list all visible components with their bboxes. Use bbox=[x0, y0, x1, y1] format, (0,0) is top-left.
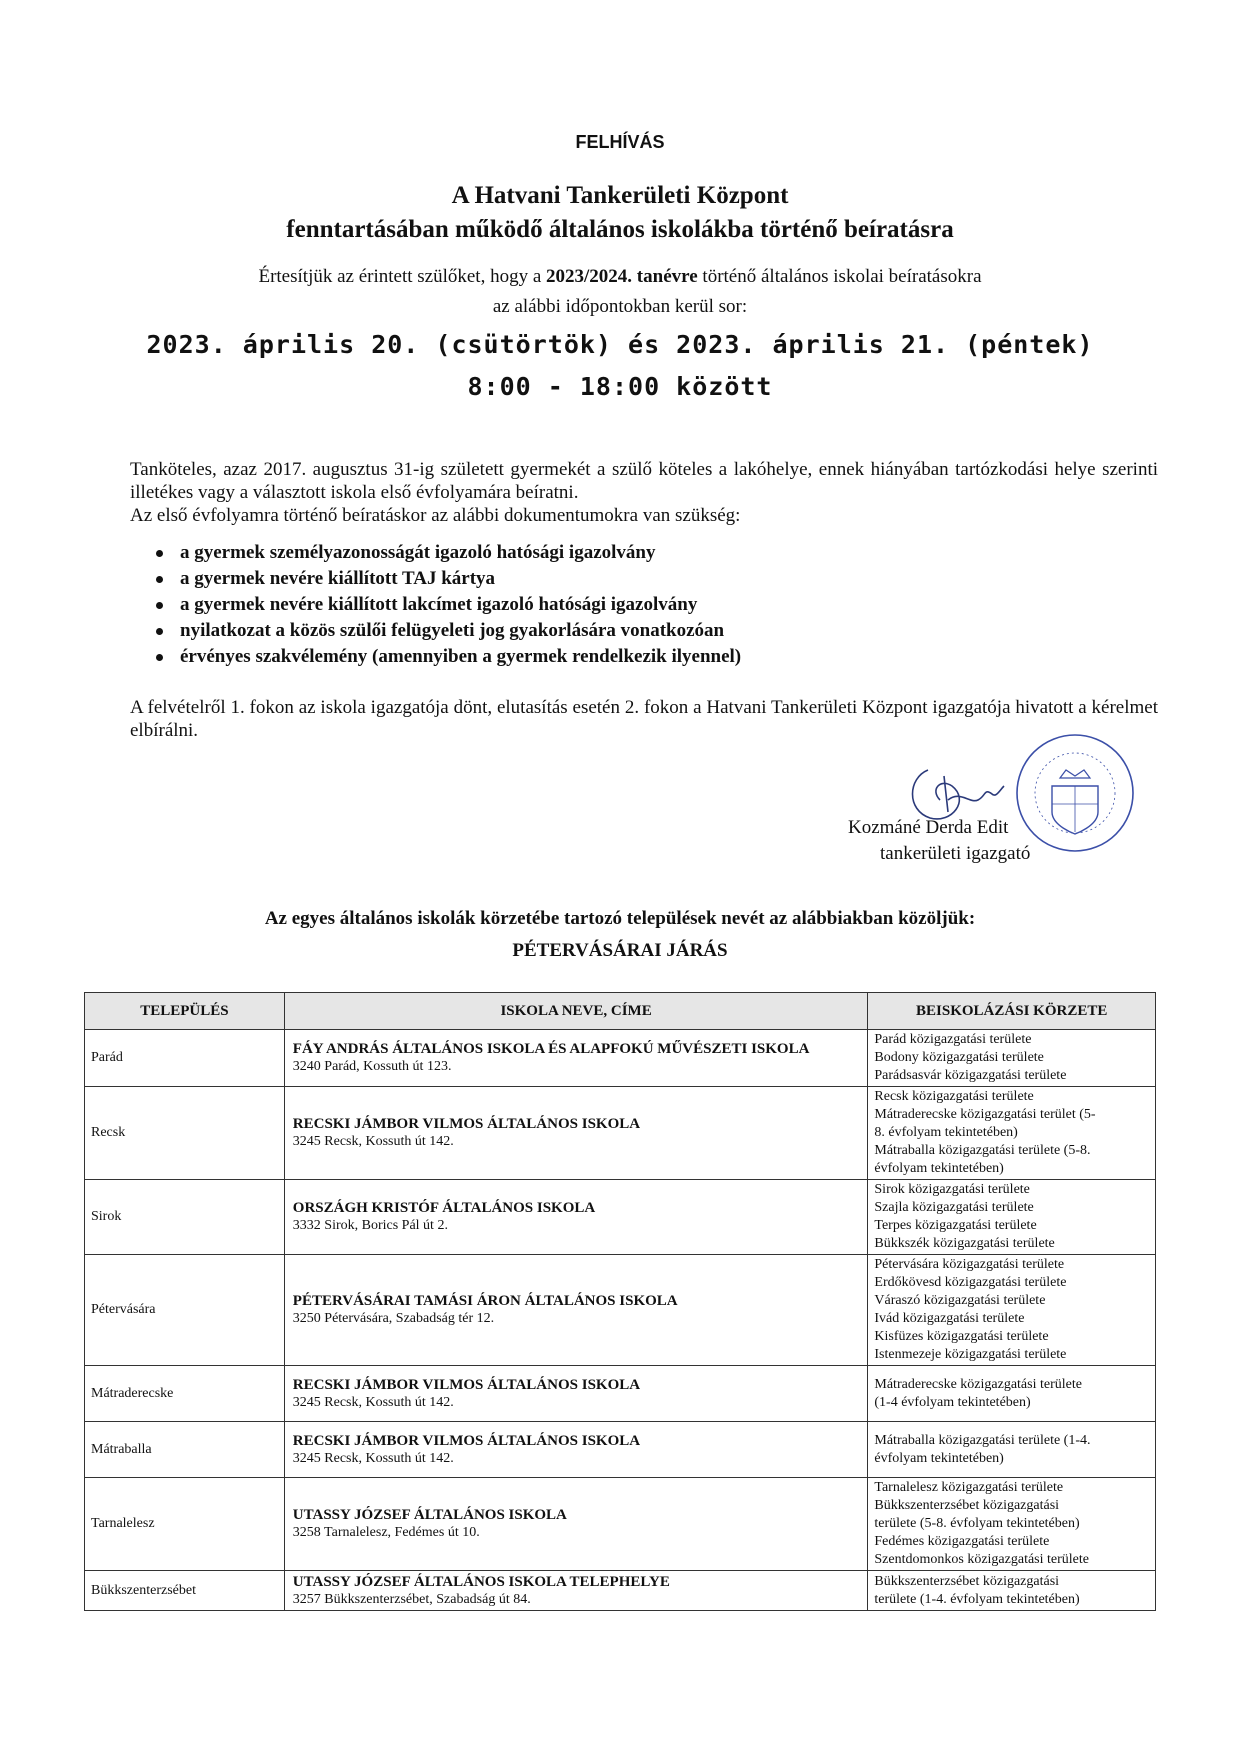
school-address: 3245 Recsk, Kossuth út 142. bbox=[292, 1134, 454, 1149]
documents-intro: Az első évfolyamra történő beíratáskor az alábbi dokumentumokra van szükség: bbox=[130, 505, 741, 526]
bullet-icon bbox=[156, 550, 163, 557]
school-name: ORSZÁGH KRISTÓF ÁLTALÁNOS ISKOLA bbox=[292, 1200, 596, 1216]
area-line: területe (1-4. évfolyam tekintetében) bbox=[874, 1591, 1080, 1607]
area-cell bbox=[868, 1180, 1156, 1255]
area-cell bbox=[868, 1030, 1156, 1087]
town-cell: Mátraballa bbox=[85, 1422, 285, 1478]
intro-line-2: az alábbi időpontokban kerül sor: bbox=[492, 296, 748, 317]
school-name: RECSKI JÁMBOR VILMOS ÁLTALÁNOS ISKOLA bbox=[292, 1376, 641, 1393]
intro-line-1 bbox=[0, 266, 1240, 288]
town-cell: Pétervására bbox=[85, 1255, 285, 1366]
area-line: évfolyam tekintetében) bbox=[874, 1450, 1004, 1466]
table-row bbox=[85, 1030, 1156, 1087]
school-cell bbox=[284, 1366, 868, 1422]
school-name: FÁY ANDRÁS ÁLTALÁNOS ISKOLA ÉS ALAPFOKÚ MŰVÉSZETI ISKOLA bbox=[292, 1041, 810, 1057]
area-line: Mátraballa közigazgatási területe (5-8. bbox=[874, 1143, 1091, 1158]
area-cell bbox=[868, 1366, 1156, 1422]
area-cell bbox=[868, 1087, 1156, 1180]
school-name: PÉTERVÁSÁRAI TAMÁSI ÁRON ÁLTALÁNOS ISKOLA bbox=[292, 1293, 678, 1309]
document-label: érvényes szakvélemény (amennyiben a gyermek rendelkezik ilyennel) bbox=[180, 646, 742, 667]
school-address: 3240 Parád, Kossuth út 123. bbox=[292, 1059, 452, 1074]
area-line: Kisfüzes közigazgatási területe bbox=[874, 1329, 1049, 1344]
school-address: 3332 Sirok, Borics Pál út 2. bbox=[292, 1218, 448, 1233]
area-line: Mátraballa közigazgatási területe (1-4. bbox=[874, 1432, 1091, 1448]
signer-title: tankerületi igazgató bbox=[880, 843, 1031, 864]
column-header-school: ISKOLA NEVE, CÍME bbox=[284, 993, 868, 1030]
school-cell bbox=[284, 1180, 868, 1255]
intro-school-year: 2023/2024. tanévre bbox=[546, 266, 698, 287]
area-line: Szajla közigazgatási területe bbox=[874, 1200, 1034, 1215]
area-line: Szentdomonkos közigazgatási területe bbox=[874, 1552, 1089, 1567]
area-line: Ivád közigazgatási területe bbox=[874, 1311, 1025, 1326]
town-cell: Tarnalelesz bbox=[85, 1478, 285, 1571]
enrollment-hours: 8:00 - 18:00 között bbox=[467, 372, 773, 401]
official-stamp bbox=[1010, 728, 1140, 858]
mandatory-enrollment-paragraph bbox=[130, 458, 1158, 527]
school-address: 3257 Bükkszenterzsébet, Szabadság út 84. bbox=[292, 1591, 531, 1607]
area-line: Parádsasvár közigazgatási területe bbox=[874, 1068, 1067, 1083]
column-header-area: BEISKOLÁZÁSI KÖRZETE bbox=[868, 993, 1156, 1030]
school-name: UTASSY JÓZSEF ÁLTALÁNOS ISKOLA TELEPHELYE bbox=[292, 1573, 670, 1590]
area-cell bbox=[868, 1478, 1156, 1571]
area-cell bbox=[868, 1422, 1156, 1478]
list-item bbox=[150, 644, 1150, 670]
list-item bbox=[150, 618, 1150, 644]
school-name: UTASSY JÓZSEF ÁLTALÁNOS ISKOLA bbox=[292, 1507, 567, 1523]
table-row bbox=[85, 1478, 1156, 1571]
list-item bbox=[150, 592, 1150, 618]
document-label: nyilatkozat a közös szülői felügyeleti jog gyakorlására vonatkozóan bbox=[180, 620, 725, 641]
area-line: Bodony közigazgatási területe bbox=[874, 1050, 1044, 1065]
area-line: Pétervására közigazgatási területe bbox=[874, 1257, 1065, 1272]
notice-label: FELHÍVÁS bbox=[575, 132, 665, 152]
area-line: Bükkszenterzsébet közigazgatási bbox=[874, 1573, 1060, 1589]
paragraph-text: Tanköteles, azaz 2017. augusztus 31-ig született gyermekét a szülő köteles a lakóhelye, ennek hiányában tartózkodási helye szerinti illetékes vagy a választott iskola első évfolyamára beíratni. bbox=[130, 459, 1158, 503]
school-name: RECSKI JÁMBOR VILMOS ÁLTALÁNOS ISKOLA bbox=[292, 1432, 641, 1449]
school-cell bbox=[284, 1422, 868, 1478]
bullet-icon bbox=[156, 628, 163, 635]
area-line: Váraszó közigazgatási területe bbox=[874, 1293, 1046, 1308]
school-cell bbox=[284, 1571, 868, 1611]
area-line: (1-4 évfolyam tekintetében) bbox=[874, 1394, 1031, 1410]
area-line: Mátraderecske közigazgatási területe bbox=[874, 1376, 1082, 1392]
table-row bbox=[85, 1180, 1156, 1255]
district-title: PÉTERVÁSÁRAI JÁRÁS bbox=[512, 940, 728, 961]
area-line: területe (5-8. évfolyam tekintetében) bbox=[874, 1516, 1080, 1531]
town-cell: Bükkszenterzsébet bbox=[85, 1571, 285, 1611]
document-label: a gyermek nevére kiállított TAJ kártya bbox=[180, 568, 496, 589]
town-cell: Recsk bbox=[85, 1087, 285, 1180]
column-header-town: TELEPÜLÉS bbox=[85, 993, 285, 1030]
table-row bbox=[85, 1255, 1156, 1366]
school-list-heading: Az egyes általános iskolák körzetébe tartozó települések nevét az alábbiakban közöljük: bbox=[264, 908, 976, 929]
area-line: Erdőkövesd közigazgatási területe bbox=[874, 1275, 1067, 1290]
school-cell bbox=[284, 1255, 868, 1366]
intro-text-a: Értesítjük az érintett szülőket, hogy a bbox=[258, 266, 547, 287]
bullet-icon bbox=[156, 654, 163, 661]
school-address: 3245 Recsk, Kossuth út 142. bbox=[292, 1394, 454, 1410]
school-district-table bbox=[84, 992, 1156, 1611]
school-address: 3250 Pétervására, Szabadság tér 12. bbox=[292, 1311, 495, 1326]
area-line: Bükkszenterzsébet közigazgatási bbox=[874, 1498, 1060, 1513]
list-item bbox=[150, 566, 1150, 592]
area-line: Terpes közigazgatási területe bbox=[874, 1218, 1037, 1233]
town-cell: Sirok bbox=[85, 1180, 285, 1255]
table-header-row bbox=[85, 993, 1156, 1030]
area-line: Mátraderecske közigazgatási terület (5- bbox=[874, 1107, 1096, 1122]
enrollment-dates: 2023. április 20. (csütörtök) és 2023. április 21. (péntek) bbox=[146, 330, 1094, 359]
area-line: Parád közigazgatási területe bbox=[874, 1032, 1032, 1047]
document-label: a gyermek nevére kiállított lakcímet igazoló hatósági igazolvány bbox=[180, 594, 698, 615]
area-line: Tarnalelesz közigazgatási területe bbox=[874, 1480, 1064, 1495]
documents-list bbox=[150, 540, 1150, 670]
table-row bbox=[85, 1571, 1156, 1611]
area-cell bbox=[868, 1255, 1156, 1366]
area-line: Istenmezeje közigazgatási területe bbox=[874, 1347, 1067, 1362]
intro-text-b: történő általános iskolai beíratásokra bbox=[697, 266, 982, 287]
table-row bbox=[85, 1087, 1156, 1180]
bullet-icon bbox=[156, 576, 163, 583]
title-line-2: fenntartásában működő általános iskolákba történő beíratásra bbox=[286, 216, 954, 243]
table-row bbox=[85, 1422, 1156, 1478]
table-row bbox=[85, 1366, 1156, 1422]
signer-name: Kozmáné Derda Edit bbox=[848, 817, 1009, 838]
area-cell bbox=[868, 1571, 1156, 1611]
area-line: 8. évfolyam tekintetében) bbox=[874, 1125, 1018, 1140]
school-cell bbox=[284, 1030, 868, 1087]
area-line: Sirok közigazgatási területe bbox=[874, 1182, 1030, 1197]
school-cell bbox=[284, 1087, 868, 1180]
area-line: Recsk közigazgatási területe bbox=[874, 1089, 1034, 1104]
school-cell bbox=[284, 1478, 868, 1571]
appeal-paragraph: A felvételről 1. fokon az iskola igazgatója dönt, elutasítás esetén 2. fokon a Hatvani Tankerületi Központ igazgatója hivatott a kérelmet elbírálni. bbox=[130, 697, 1158, 741]
school-name: RECSKI JÁMBOR VILMOS ÁLTALÁNOS ISKOLA bbox=[292, 1116, 641, 1132]
area-line: évfolyam tekintetében) bbox=[874, 1161, 1004, 1176]
document-label: a gyermek személyazonosságát igazoló hatósági igazolvány bbox=[180, 542, 656, 563]
area-line: Fedémes közigazgatási területe bbox=[874, 1534, 1050, 1549]
bullet-icon bbox=[156, 602, 163, 609]
list-item bbox=[150, 540, 1150, 566]
town-cell: Parád bbox=[85, 1030, 285, 1087]
title-line-1: A Hatvani Tankerületi Központ bbox=[451, 182, 789, 209]
school-address: 3245 Recsk, Kossuth út 142. bbox=[292, 1450, 454, 1466]
town-cell: Mátraderecske bbox=[85, 1366, 285, 1422]
area-line: Bükkszék közigazgatási területe bbox=[874, 1236, 1055, 1251]
school-address: 3258 Tarnalelesz, Fedémes út 10. bbox=[292, 1525, 480, 1540]
